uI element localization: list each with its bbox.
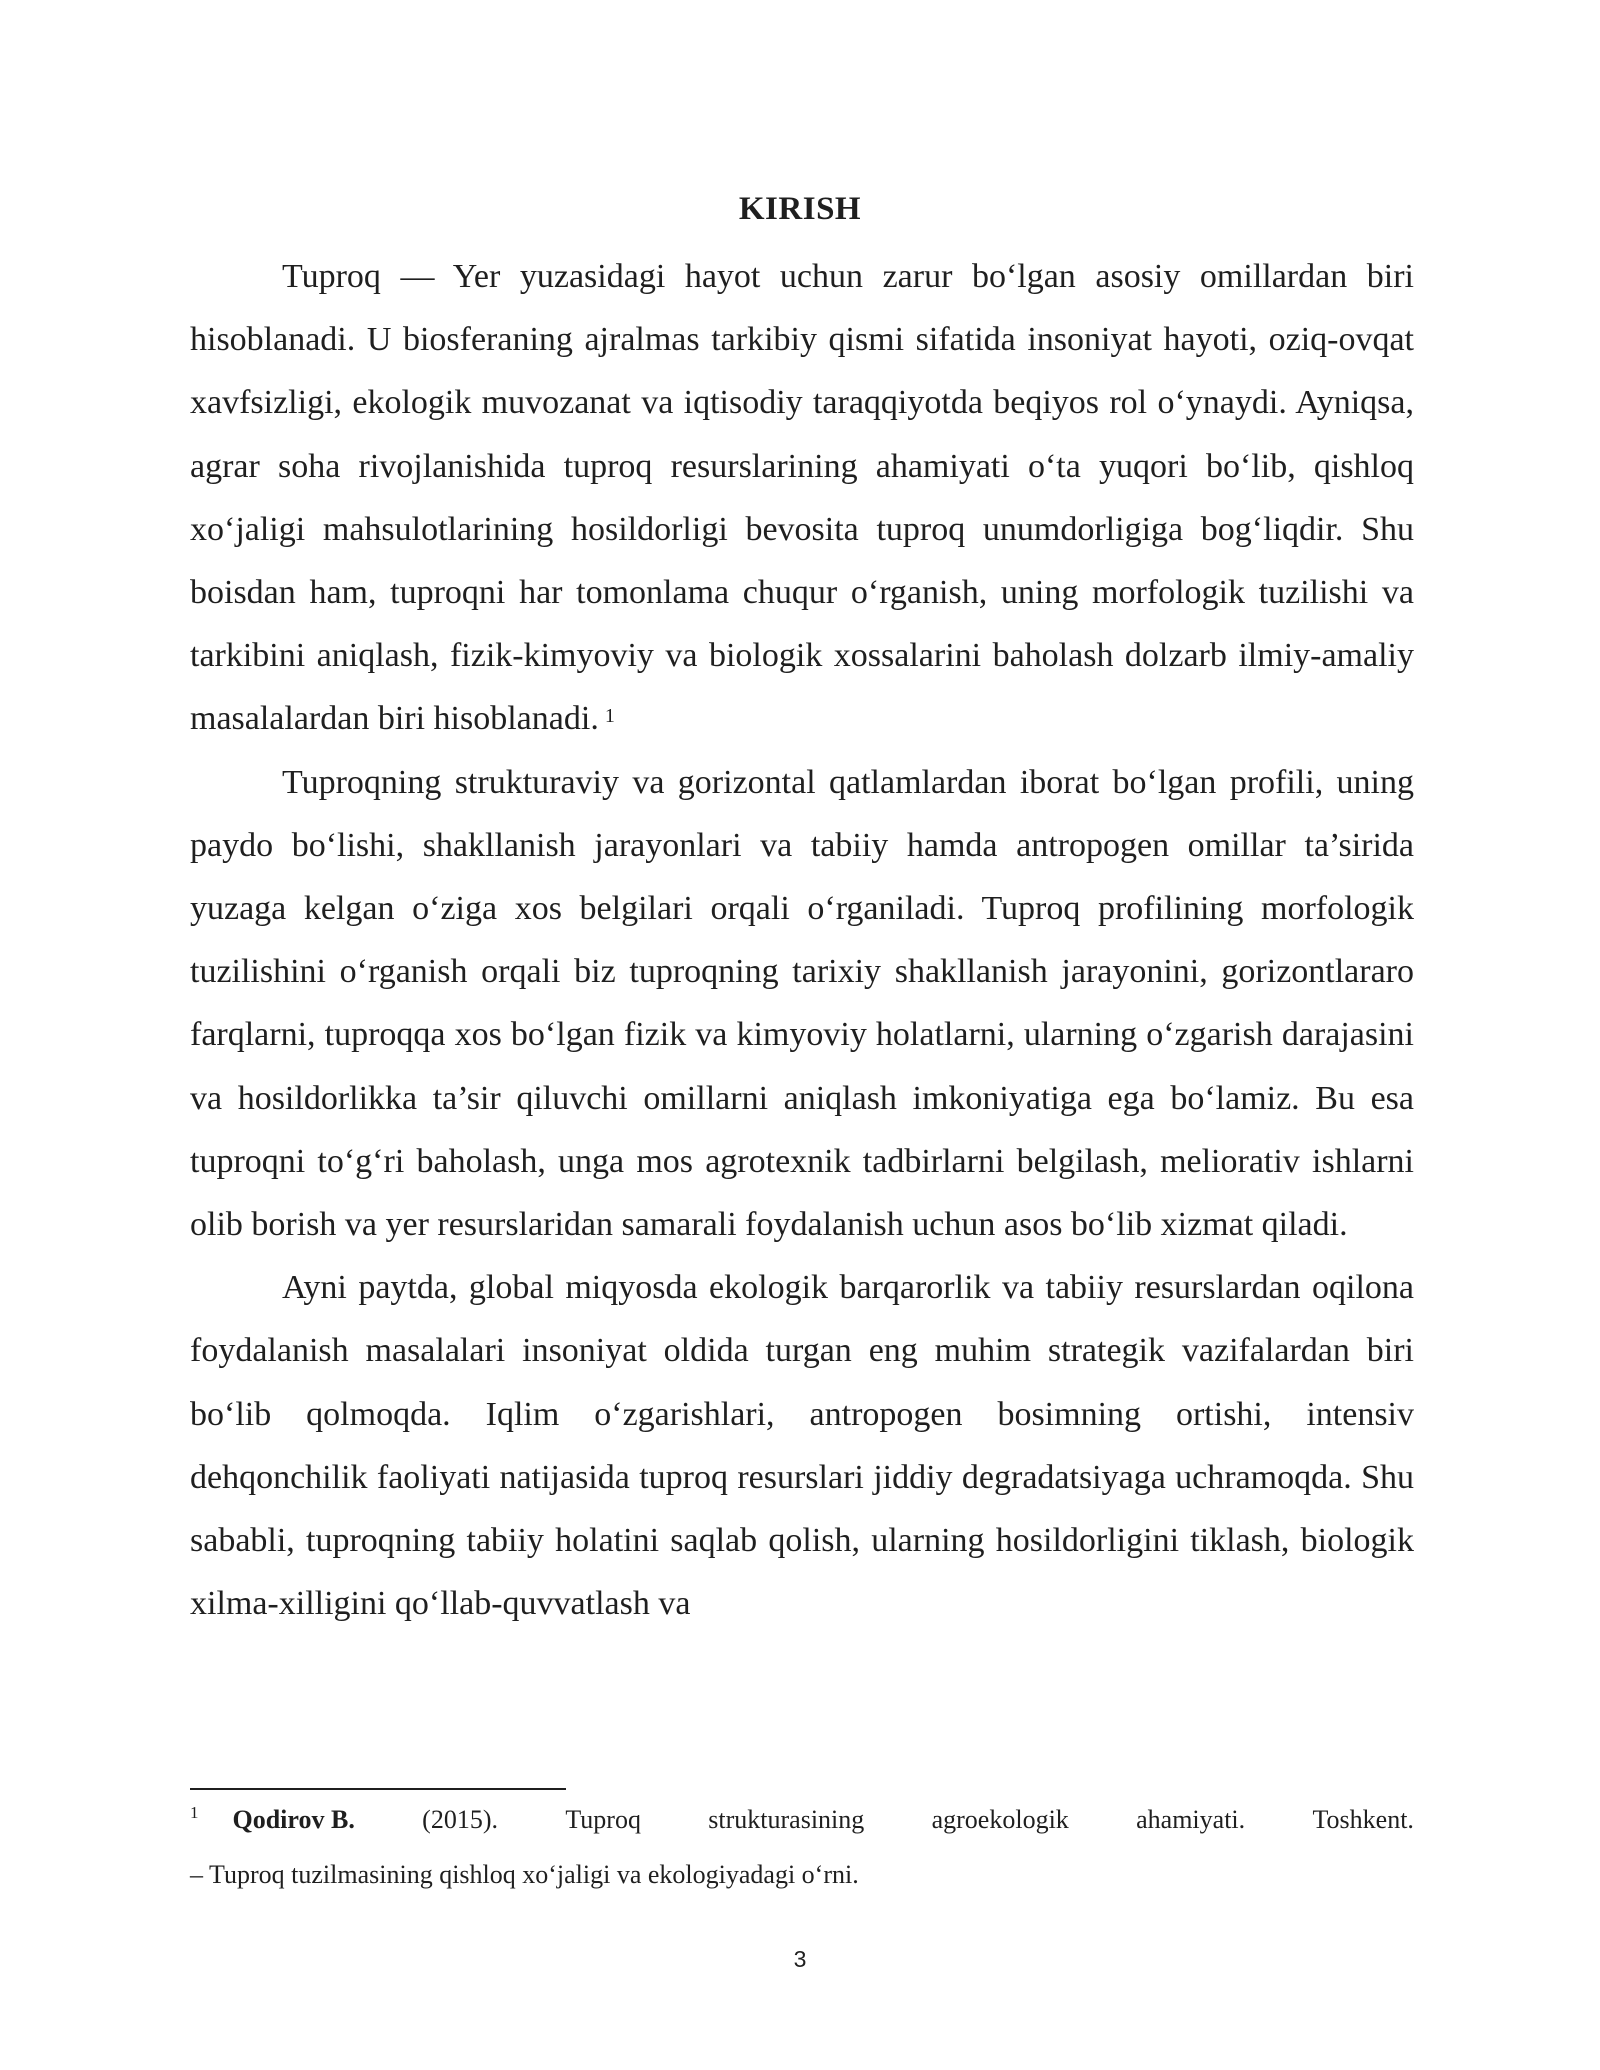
body-text [190, 245, 1414, 1635]
footnote-reference[interactable]: 1 [604, 705, 615, 728]
footnote-separator [190, 1788, 566, 1790]
footnote-year: (2015). [422, 1805, 498, 1834]
paragraph-2: Tuproqning strukturaviy va gorizontal qatlamlardan iborat bo‘lgan profili, uning paydo bo‘lishi, shakllanish jarayonlari va tabiiy hamda antropogen omillar ta’sirida yuzaga kelgan o‘ziga xos belgilari orqali o‘rganiladi. Tuproq profilining morfologik tuzilishini o‘rganish orqali biz tuproqning tarixiy shakllanish jarayonini, gorizontlararo farqlarni, tuproqqa xos bo‘lgan fizik va kimyoviy holatlarni, ularning o‘zgarish darajasini va hosildorlikka ta’sir qiluvchi omillarni aniqlash imkoniyatiga ega bo‘lamiz. Bu esa tuproqni to‘g‘ri baholash, unga mos agrotexnik tadbirlarni belgilash, meliorativ ishlarni olib borish va yer resurslaridan samarali foydalanish uchun asos bo‘lib xizmat qiladi. [190, 763, 1414, 1244]
paragraph-1 [190, 245, 1414, 751]
footnote-line-2: – Tuproq tuzilmasining qishloq xo‘jaligi va ekologiyadagi o‘rni. [190, 1860, 859, 1889]
footnote-line-1 [190, 1794, 1414, 1849]
paragraph-3: Ayni paytda, global miqyosda ekologik barqarorlik va tabiiy resurslardan oqilona foydalanish masalalari insoniyat oldida turgan eng muhim strategik vazifalardan biri bo‘lib qolmoqda. Iqlim o‘zgarishlari, antropogen bosimning ortishi, intensiv dehqonchilik faoliyati natijasida tuproq resurslari jiddiy degradatsiyaga uchramoqda. Shu sababli, tuproqning tabiiy holatini saqlab qolish, ularning hosildorligini tiklash, biologik xilma-xilligini qo‘llab-quvvatlash va [190, 1269, 1414, 1623]
footnote-title-word: Tuproq [565, 1805, 641, 1834]
footnote-title-word: strukturasining [708, 1805, 865, 1834]
footnote-author: Qodirov B. [232, 1805, 355, 1834]
footnote-title-word: ahamiyati. [1136, 1805, 1246, 1834]
footnote-title-word: agroekologik [931, 1805, 1069, 1834]
footnote-lead [190, 1794, 355, 1849]
footnote-number: 1 [190, 1803, 199, 1822]
page-heading: KIRISH [738, 191, 862, 227]
footnote [190, 1794, 1414, 1901]
paragraph-1-text: Tuproq — Yer yuzasidagi hayot uchun zarur bo‘lgan asosiy omillardan biri hisoblanadi. U biosferaning ajralmas tarkibiy qismi sifatida insoniyat hayoti, oziq-ovqat xavfsizligi, ekologik muvozanat va iqtisodiy taraqqiyotda beqiyos rol o‘ynaydi. Ayniqsa, agrar soha rivojlanishida tuproq resurslarining ahamiyati o‘ta yuqori bo‘lib, qishloq xo‘jaligi mahsulotlarining hosildorligi bevosita tuproq unumdorligiga bog‘liqdir. Shu boisdan ham, tuproqni har tomonlama chuqur o‘rganish, uning morfologik tuzilishi va tarkibini aniqlash, fizik-kimyoviy va biologik xossalarini baholash dolzarb ilmiy-amaliy masalalardan biri hisoblanadi. [190, 258, 1414, 738]
footnote-place: Toshkent. [1312, 1805, 1414, 1834]
page-number: 3 [793, 1946, 807, 1972]
